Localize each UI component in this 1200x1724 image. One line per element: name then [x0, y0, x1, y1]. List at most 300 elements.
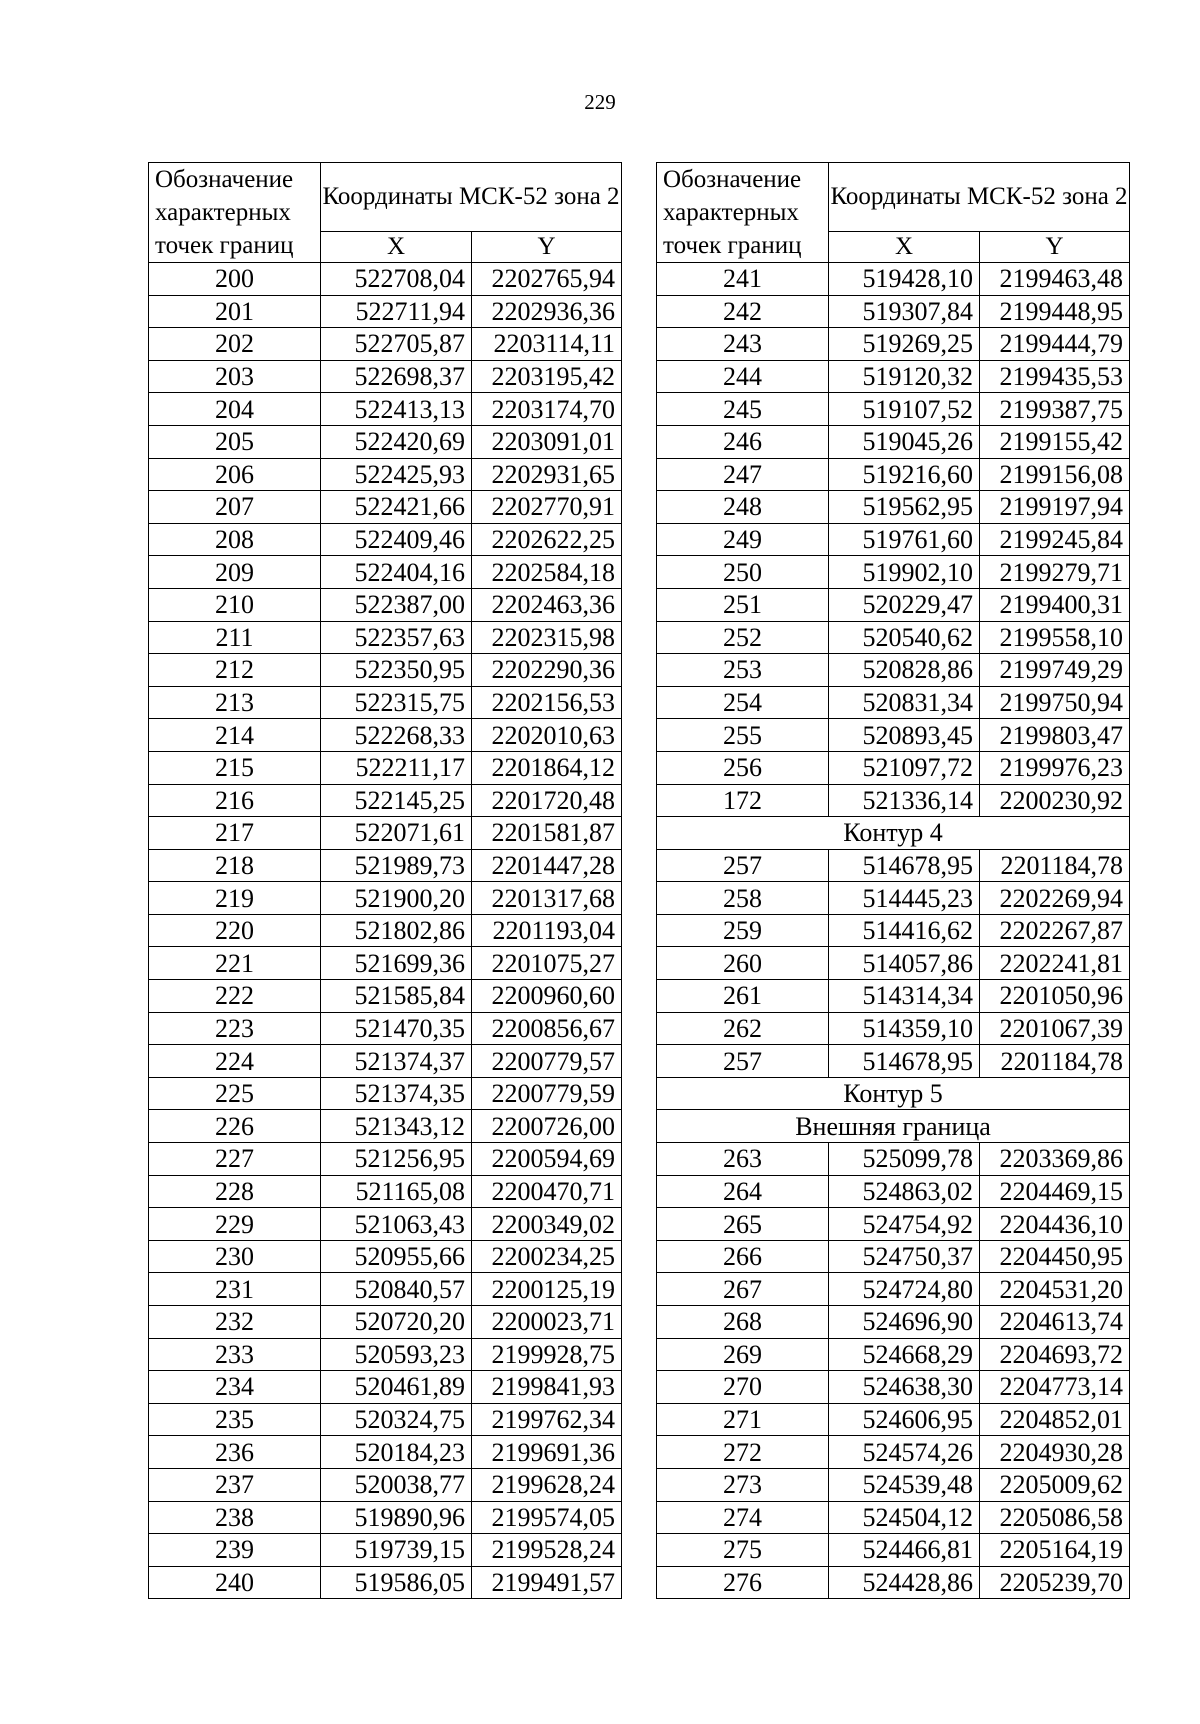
- x-cell: 520184,23: [321, 1436, 472, 1469]
- table-row: [149, 425, 622, 458]
- x-cell: 524696,90: [829, 1306, 980, 1339]
- y-cell: 2202241,81: [980, 947, 1130, 980]
- table-row: [657, 1566, 1130, 1599]
- y-cell: 2205086,58: [980, 1501, 1130, 1534]
- table-row: [149, 751, 622, 784]
- section-row: [657, 1077, 1130, 1110]
- point-cell: 224: [149, 1045, 321, 1078]
- x-cell: 521374,35: [321, 1077, 472, 1110]
- table-row: [657, 556, 1130, 589]
- y-cell: 2200779,57: [472, 1045, 622, 1078]
- point-cell: 256: [657, 751, 829, 784]
- x-cell: 522698,37: [321, 360, 472, 393]
- point-cell: 247: [657, 458, 829, 491]
- x-cell: 519562,95: [829, 491, 980, 524]
- point-cell: 232: [149, 1306, 321, 1339]
- table-row: [657, 1045, 1130, 1078]
- x-cell: 522350,95: [321, 654, 472, 687]
- y-cell: 2199928,75: [472, 1338, 622, 1371]
- table-row: [657, 1436, 1130, 1469]
- point-cell: 201: [149, 295, 321, 328]
- table-row: [149, 1306, 622, 1339]
- point-cell: 223: [149, 1012, 321, 1045]
- header-y: Y: [980, 232, 1130, 263]
- table-row: [657, 523, 1130, 556]
- x-cell: 524466,81: [829, 1534, 980, 1567]
- header-designation: Обозначение характерных точек границ: [657, 163, 829, 263]
- y-cell: 2200960,60: [472, 980, 622, 1013]
- x-cell: 522711,94: [321, 295, 472, 328]
- table-row: [657, 1208, 1130, 1241]
- y-cell: 2202010,63: [472, 719, 622, 752]
- table-row: [149, 1566, 622, 1599]
- point-cell: 211: [149, 621, 321, 654]
- point-cell: 253: [657, 654, 829, 687]
- point-cell: 261: [657, 980, 829, 1013]
- x-cell: 524428,86: [829, 1566, 980, 1599]
- header-designation: Обозначение характерных точек границ: [149, 163, 321, 263]
- x-cell: 524724,80: [829, 1273, 980, 1306]
- header-coordinates: Координаты МСК-52 зона 2: [829, 163, 1130, 232]
- table-row: [149, 1208, 622, 1241]
- y-cell: 2200726,00: [472, 1110, 622, 1143]
- x-cell: 522071,61: [321, 817, 472, 850]
- x-cell: 519890,96: [321, 1501, 472, 1534]
- x-cell: 524750,37: [829, 1240, 980, 1273]
- table-row: [149, 882, 622, 915]
- point-cell: 241: [657, 263, 829, 296]
- x-cell: 514678,95: [829, 1045, 980, 1078]
- table-row: [149, 621, 622, 654]
- x-cell: 520955,66: [321, 1240, 472, 1273]
- x-cell: 524504,12: [829, 1501, 980, 1534]
- point-cell: 243: [657, 328, 829, 361]
- point-cell: 203: [149, 360, 321, 393]
- point-cell: 226: [149, 1110, 321, 1143]
- coordinates-table-left: [148, 162, 622, 1599]
- table-row: [149, 1501, 622, 1534]
- x-cell: 521374,37: [321, 1045, 472, 1078]
- table-row: [657, 328, 1130, 361]
- table-row: [149, 784, 622, 817]
- point-cell: 209: [149, 556, 321, 589]
- table-row: [657, 654, 1130, 687]
- table-row: [657, 947, 1130, 980]
- coordinates-table-right: [656, 162, 1130, 1599]
- x-cell: 514445,23: [829, 882, 980, 915]
- table-row: [149, 1012, 622, 1045]
- point-cell: 249: [657, 523, 829, 556]
- y-cell: 2203174,70: [472, 393, 622, 426]
- y-cell: 2199628,24: [472, 1468, 622, 1501]
- table-row: [149, 1338, 622, 1371]
- table-row: [149, 1045, 622, 1078]
- point-cell: 252: [657, 621, 829, 654]
- x-cell: 520324,75: [321, 1403, 472, 1436]
- y-cell: 2202290,36: [472, 654, 622, 687]
- section-row: [657, 1110, 1130, 1143]
- y-cell: 2199197,94: [980, 491, 1130, 524]
- section-title: Контур 5: [657, 1077, 1130, 1110]
- header-y: Y: [472, 232, 622, 263]
- table-row: [657, 1175, 1130, 1208]
- y-cell: 2199558,10: [980, 621, 1130, 654]
- y-cell: 2204852,01: [980, 1403, 1130, 1436]
- x-cell: 521585,84: [321, 980, 472, 1013]
- point-cell: 172: [657, 784, 829, 817]
- point-cell: 266: [657, 1240, 829, 1273]
- point-cell: 222: [149, 980, 321, 1013]
- point-cell: 262: [657, 1012, 829, 1045]
- point-cell: 204: [149, 393, 321, 426]
- y-cell: 2199435,53: [980, 360, 1130, 393]
- point-cell: 269: [657, 1338, 829, 1371]
- y-cell: 2199574,05: [472, 1501, 622, 1534]
- table-row: [149, 393, 622, 426]
- x-cell: 522268,33: [321, 719, 472, 752]
- y-cell: 2199691,36: [472, 1436, 622, 1469]
- table-row: [149, 1534, 622, 1567]
- point-cell: 265: [657, 1208, 829, 1241]
- x-cell: 524668,29: [829, 1338, 980, 1371]
- y-cell: 2199976,23: [980, 751, 1130, 784]
- point-cell: 239: [149, 1534, 321, 1567]
- table-row: [657, 1143, 1130, 1176]
- table-row: [657, 1501, 1130, 1534]
- point-cell: 213: [149, 686, 321, 719]
- y-cell: 2203195,42: [472, 360, 622, 393]
- x-cell: 522420,69: [321, 425, 472, 458]
- point-cell: 202: [149, 328, 321, 361]
- point-cell: 259: [657, 914, 829, 947]
- table-row: [149, 1240, 622, 1273]
- header-x: X: [829, 232, 980, 263]
- section-title: Внешняя граница: [657, 1110, 1130, 1143]
- point-cell: 254: [657, 686, 829, 719]
- y-cell: 2202622,25: [472, 523, 622, 556]
- x-cell: 522413,13: [321, 393, 472, 426]
- table-row: [657, 360, 1130, 393]
- x-cell: 522315,75: [321, 686, 472, 719]
- point-cell: 227: [149, 1143, 321, 1176]
- y-cell: 2204450,95: [980, 1240, 1130, 1273]
- y-cell: 2201184,78: [980, 849, 1130, 882]
- x-cell: 522387,00: [321, 588, 472, 621]
- section-row: [657, 817, 1130, 850]
- y-cell: 2202269,94: [980, 882, 1130, 915]
- point-cell: 274: [657, 1501, 829, 1534]
- point-cell: 270: [657, 1371, 829, 1404]
- table-row: [657, 1273, 1130, 1306]
- x-cell: 522211,17: [321, 751, 472, 784]
- x-cell: 522145,25: [321, 784, 472, 817]
- y-cell: 2205239,70: [980, 1566, 1130, 1599]
- y-cell: 2201075,27: [472, 947, 622, 980]
- table-row: [657, 686, 1130, 719]
- x-cell: 525099,78: [829, 1143, 980, 1176]
- x-cell: 520828,86: [829, 654, 980, 687]
- point-cell: 206: [149, 458, 321, 491]
- x-cell: 521063,43: [321, 1208, 472, 1241]
- y-cell: 2199245,84: [980, 523, 1130, 556]
- header-x: X: [321, 232, 472, 263]
- table-row: [657, 1338, 1130, 1371]
- table-row: [657, 882, 1130, 915]
- table-row: [149, 1273, 622, 1306]
- table-row: [657, 393, 1130, 426]
- point-cell: 235: [149, 1403, 321, 1436]
- point-cell: 240: [149, 1566, 321, 1599]
- y-cell: 2201447,28: [472, 849, 622, 882]
- table-row: [657, 263, 1130, 296]
- table-row: [149, 849, 622, 882]
- point-cell: 260: [657, 947, 829, 980]
- point-cell: 245: [657, 393, 829, 426]
- point-cell: 271: [657, 1403, 829, 1436]
- point-cell: 229: [149, 1208, 321, 1241]
- table-row: [149, 360, 622, 393]
- table-row: [149, 523, 622, 556]
- y-cell: 2200230,92: [980, 784, 1130, 817]
- y-cell: 2201193,04: [472, 914, 622, 947]
- table-row: [149, 947, 622, 980]
- y-cell: 2200125,19: [472, 1273, 622, 1306]
- y-cell: 2199749,29: [980, 654, 1130, 687]
- y-cell: 2200470,71: [472, 1175, 622, 1208]
- y-cell: 2204531,20: [980, 1273, 1130, 1306]
- y-cell: 2199463,48: [980, 263, 1130, 296]
- y-cell: 2200594,69: [472, 1143, 622, 1176]
- point-cell: 218: [149, 849, 321, 882]
- table-row: [657, 621, 1130, 654]
- x-cell: 524539,48: [829, 1468, 980, 1501]
- point-cell: 273: [657, 1468, 829, 1501]
- x-cell: 519269,25: [829, 328, 980, 361]
- point-cell: 216: [149, 784, 321, 817]
- y-cell: 2204436,10: [980, 1208, 1130, 1241]
- table-row: [657, 458, 1130, 491]
- point-cell: 214: [149, 719, 321, 752]
- x-cell: 514314,34: [829, 980, 980, 1013]
- point-cell: 263: [657, 1143, 829, 1176]
- x-cell: 521470,35: [321, 1012, 472, 1045]
- point-cell: 217: [149, 817, 321, 850]
- x-cell: 514057,86: [829, 947, 980, 980]
- x-cell: 519216,60: [829, 458, 980, 491]
- y-cell: 2201581,87: [472, 817, 622, 850]
- point-cell: 231: [149, 1273, 321, 1306]
- point-cell: 257: [657, 849, 829, 882]
- y-cell: 2199762,34: [472, 1403, 622, 1436]
- y-cell: 2204469,15: [980, 1175, 1130, 1208]
- table-row: [657, 1371, 1130, 1404]
- table-row: [149, 1403, 622, 1436]
- table-row: [149, 263, 622, 296]
- table-row: [149, 914, 622, 947]
- y-cell: 2199387,75: [980, 393, 1130, 426]
- y-cell: 2199491,57: [472, 1566, 622, 1599]
- table-row: [657, 719, 1130, 752]
- x-cell: 522421,66: [321, 491, 472, 524]
- y-cell: 2199448,95: [980, 295, 1130, 328]
- x-cell: 520720,20: [321, 1306, 472, 1339]
- y-cell: 2202156,53: [472, 686, 622, 719]
- table-row: [149, 980, 622, 1013]
- table-row: [657, 295, 1130, 328]
- y-cell: 2199841,93: [472, 1371, 622, 1404]
- x-cell: 519739,15: [321, 1534, 472, 1567]
- point-cell: 207: [149, 491, 321, 524]
- y-cell: 2200023,71: [472, 1306, 622, 1339]
- point-cell: 251: [657, 588, 829, 621]
- x-cell: 519428,10: [829, 263, 980, 296]
- y-cell: 2199156,08: [980, 458, 1130, 491]
- point-cell: 228: [149, 1175, 321, 1208]
- y-cell: 2201720,48: [472, 784, 622, 817]
- x-cell: 521097,72: [829, 751, 980, 784]
- table-row: [149, 719, 622, 752]
- y-cell: 2205009,62: [980, 1468, 1130, 1501]
- point-cell: 234: [149, 1371, 321, 1404]
- y-cell: 2204773,14: [980, 1371, 1130, 1404]
- x-cell: 521802,86: [321, 914, 472, 947]
- y-cell: 2203114,11: [472, 328, 622, 361]
- point-cell: 246: [657, 425, 829, 458]
- point-cell: 212: [149, 654, 321, 687]
- x-cell: 519107,52: [829, 393, 980, 426]
- y-cell: 2201050,96: [980, 980, 1130, 1013]
- table-row: [149, 1110, 622, 1143]
- table-row: [149, 588, 622, 621]
- x-cell: 524606,95: [829, 1403, 980, 1436]
- table-row: [149, 1175, 622, 1208]
- x-cell: 514359,10: [829, 1012, 980, 1045]
- table-row: [149, 458, 622, 491]
- point-cell: 208: [149, 523, 321, 556]
- y-cell: 2201067,39: [980, 1012, 1130, 1045]
- table-row: [657, 1468, 1130, 1501]
- point-cell: 225: [149, 1077, 321, 1110]
- header-coordinates: Координаты МСК-52 зона 2: [321, 163, 622, 232]
- x-cell: 519586,05: [321, 1566, 472, 1599]
- point-cell: 238: [149, 1501, 321, 1534]
- x-cell: 522705,87: [321, 328, 472, 361]
- table-row: [149, 1143, 622, 1176]
- table-row: [149, 1077, 622, 1110]
- x-cell: 521989,73: [321, 849, 472, 882]
- x-cell: 520038,77: [321, 1468, 472, 1501]
- y-cell: 2202765,94: [472, 263, 622, 296]
- x-cell: 519120,32: [829, 360, 980, 393]
- y-cell: 2202936,36: [472, 295, 622, 328]
- x-cell: 519761,60: [829, 523, 980, 556]
- table-row: [657, 1306, 1130, 1339]
- point-cell: 215: [149, 751, 321, 784]
- point-cell: 272: [657, 1436, 829, 1469]
- y-cell: 2202770,91: [472, 491, 622, 524]
- table-row: [657, 784, 1130, 817]
- point-cell: 233: [149, 1338, 321, 1371]
- x-cell: 521336,14: [829, 784, 980, 817]
- x-cell: 520540,62: [829, 621, 980, 654]
- x-cell: 522409,46: [321, 523, 472, 556]
- point-cell: 237: [149, 1468, 321, 1501]
- x-cell: 521699,36: [321, 947, 472, 980]
- point-cell: 221: [149, 947, 321, 980]
- x-cell: 520840,57: [321, 1273, 472, 1306]
- point-cell: 258: [657, 882, 829, 915]
- x-cell: 521256,95: [321, 1143, 472, 1176]
- table-row: [657, 491, 1130, 524]
- y-cell: 2204613,74: [980, 1306, 1130, 1339]
- x-cell: 520461,89: [321, 1371, 472, 1404]
- point-cell: 255: [657, 719, 829, 752]
- y-cell: 2204930,28: [980, 1436, 1130, 1469]
- point-cell: 220: [149, 914, 321, 947]
- table-row: [657, 1534, 1130, 1567]
- page-number: 229: [584, 90, 616, 114]
- table-row: [149, 491, 622, 524]
- y-cell: 2199444,79: [980, 328, 1130, 361]
- x-cell: 521343,12: [321, 1110, 472, 1143]
- table-row: [657, 980, 1130, 1013]
- x-cell: 524574,26: [829, 1436, 980, 1469]
- table-row: [149, 295, 622, 328]
- y-cell: 2202315,98: [472, 621, 622, 654]
- point-cell: 276: [657, 1566, 829, 1599]
- x-cell: 520831,34: [829, 686, 980, 719]
- x-cell: 520229,47: [829, 588, 980, 621]
- point-cell: 257: [657, 1045, 829, 1078]
- y-cell: 2199279,71: [980, 556, 1130, 589]
- y-cell: 2200856,67: [472, 1012, 622, 1045]
- y-cell: 2202463,36: [472, 588, 622, 621]
- point-cell: 219: [149, 882, 321, 915]
- y-cell: 2199750,94: [980, 686, 1130, 719]
- x-cell: 519902,10: [829, 556, 980, 589]
- y-cell: 2200779,59: [472, 1077, 622, 1110]
- point-cell: 268: [657, 1306, 829, 1339]
- table-row: [149, 556, 622, 589]
- x-cell: 520893,45: [829, 719, 980, 752]
- y-cell: 2203091,01: [472, 425, 622, 458]
- table-row: [657, 588, 1130, 621]
- x-cell: 521165,08: [321, 1175, 472, 1208]
- y-cell: 2199155,42: [980, 425, 1130, 458]
- table-row: [149, 817, 622, 850]
- point-cell: 248: [657, 491, 829, 524]
- y-cell: 2200349,02: [472, 1208, 622, 1241]
- point-cell: 250: [657, 556, 829, 589]
- point-cell: 230: [149, 1240, 321, 1273]
- y-cell: 2199400,31: [980, 588, 1130, 621]
- y-cell: 2200234,25: [472, 1240, 622, 1273]
- table-row: [657, 914, 1130, 947]
- y-cell: 2201184,78: [980, 1045, 1130, 1078]
- y-cell: 2201317,68: [472, 882, 622, 915]
- table-row: [149, 328, 622, 361]
- table-row: [149, 1468, 622, 1501]
- y-cell: 2202267,87: [980, 914, 1130, 947]
- y-cell: 2203369,86: [980, 1143, 1130, 1176]
- x-cell: 522425,93: [321, 458, 472, 491]
- point-cell: 200: [149, 263, 321, 296]
- x-cell: 514678,95: [829, 849, 980, 882]
- table-row: [657, 1403, 1130, 1436]
- point-cell: 267: [657, 1273, 829, 1306]
- y-cell: 2199803,47: [980, 719, 1130, 752]
- y-cell: 2202584,18: [472, 556, 622, 589]
